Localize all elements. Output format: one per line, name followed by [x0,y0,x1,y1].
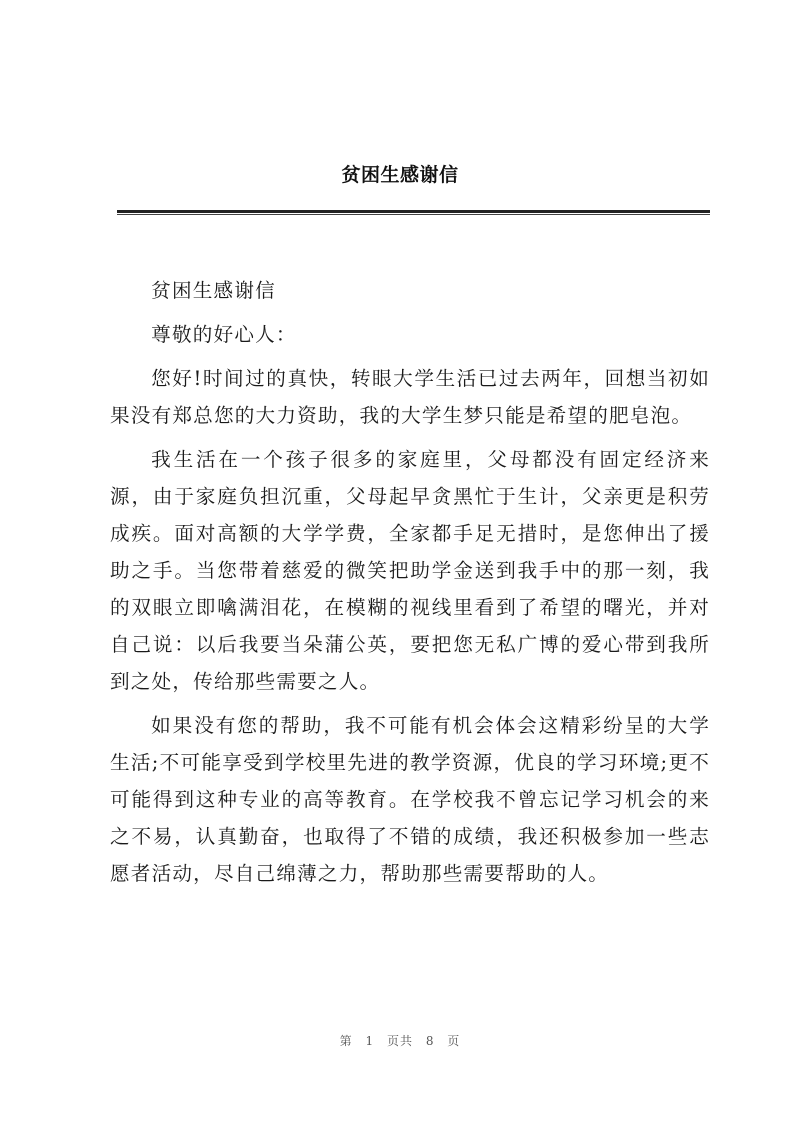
footer-suffix: 页 [447,1034,461,1048]
document-title: 贫困生感谢信 [341,164,459,186]
body-paragraph: 我生活在一个孩子很多的家庭里，父母都没有固定经济来源，由于家庭负担沉重，父母起早贪黑忙于生计，父亲更是积劳成疾。面对高额的大学学费，全家都手足无措时，是您伸出了援助之手。当您带着慈爱的微笑把助学金送到我手中的那一刻，我的双眼立即噙满泪花，在模糊的视线里看到了希望的曙光，并对自己说：以后我要当朵蒲公英，要把您无私广博的爱心带到我所到之处，传给那些需要之人。 [110,448,710,693]
body-paragraph-salutation: 尊敬的好心人： [151,323,297,346]
document-header [0,160,800,187]
title-underline [117,210,710,213]
body-paragraph: 您好!时间过的真快，转眼大学生活已过去两年，回想当初如果没有郑总您的大力资助，我的大学生梦只能是希望的肥皂泡。 [110,367,710,427]
body-paragraph: 如果没有您的帮助，我不可能有机会体会这精彩纷呈的大学生活;不可能享受到学校里先进的教学资源，优良的学习环境;更不可能得到这种专业的高等教育。在学校我不曾忘记学习机会的来之不易，认真勤奋，也取得了不错的成绩，我还积极参加一些志愿者活动，尽自己绵薄之力，帮助那些需要帮助的人。 [110,714,710,885]
page-footer [0,1032,800,1049]
body-paragraph-heading: 贫困生感谢信 [151,279,276,302]
footer-current-page: 1 [365,1034,375,1048]
footer-middle: 页共 [386,1034,413,1048]
footer-prefix: 第 [339,1034,353,1048]
document-body [110,272,710,899]
title-underline-thin [117,214,710,215]
footer-total-pages: 8 [425,1034,435,1048]
